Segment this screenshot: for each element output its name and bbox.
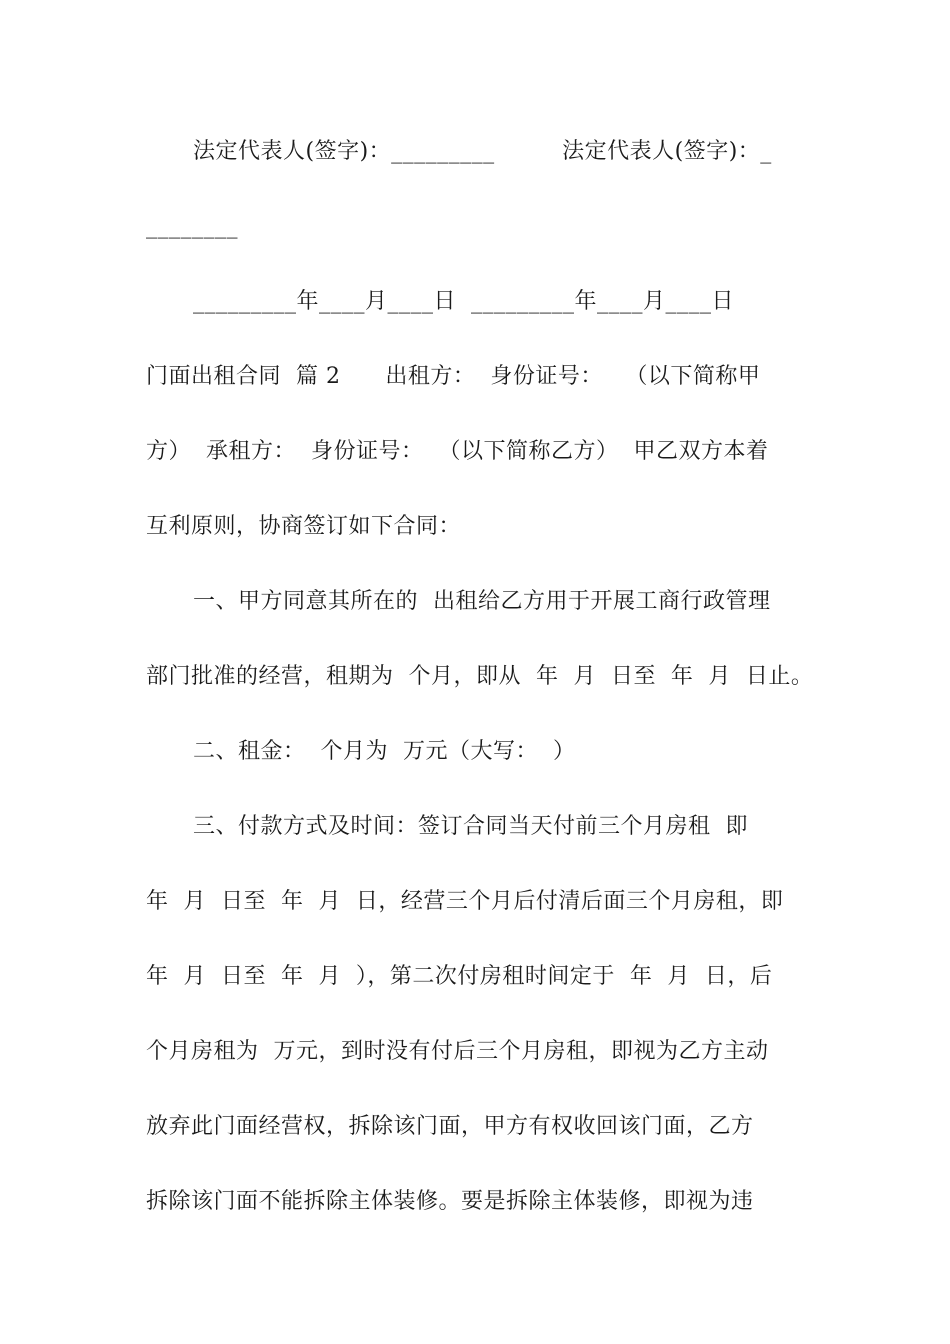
body-text-line: 方） 承租方： 身份证号： （以下简称乙方） 甲乙双方本着 (146, 439, 769, 464)
date-line: _________年____月____日 _________年____月____日 (193, 289, 734, 314)
clause-3-continuation: 拆除该门面不能拆除主体装修。要是拆除主体装修，即视为违 (146, 1189, 754, 1214)
clause-3-continuation: 年 月 日至 年 月 日，经营三个月后付清后面三个月房租，即 (146, 889, 784, 914)
contract-heading-line: 门面出租合同 篇 2 出租方： 身份证号： （以下简称甲 (146, 364, 761, 389)
clause-3-continuation: 放弃此门面经营权，拆除该门面，甲方有权收回该门面，乙方 (146, 1114, 754, 1139)
clause-2-line: 二、租金： 个月为 万元（大写： ） (193, 739, 576, 764)
clause-3-continuation: 年 月 日至 年 月 ），第二次付房租时间定于 年 月 日，后 (146, 964, 773, 989)
clause-1-continuation: 部门批准的经营，租期为 个月，即从 年 月 日至 年 月 日止。 (146, 664, 814, 689)
clause-3-continuation: 个月房租为 万元，到时没有付后三个月房租，即视为乙方主动 (146, 1039, 769, 1064)
body-text-line: 互利原则，协商签订如下合同： (146, 514, 462, 539)
signature-line-representatives: 法定代表人(签字)：_________ 法定代表人(签字)：_ (193, 139, 772, 164)
clause-3-line: 三、付款方式及时间：签订合同当天付前三个月房租 即 (193, 814, 748, 839)
signature-line-continuation: ________ (146, 214, 238, 239)
clause-1-line: 一、甲方同意其所在的 出租给乙方用于开展工商行政管理 (193, 589, 771, 614)
